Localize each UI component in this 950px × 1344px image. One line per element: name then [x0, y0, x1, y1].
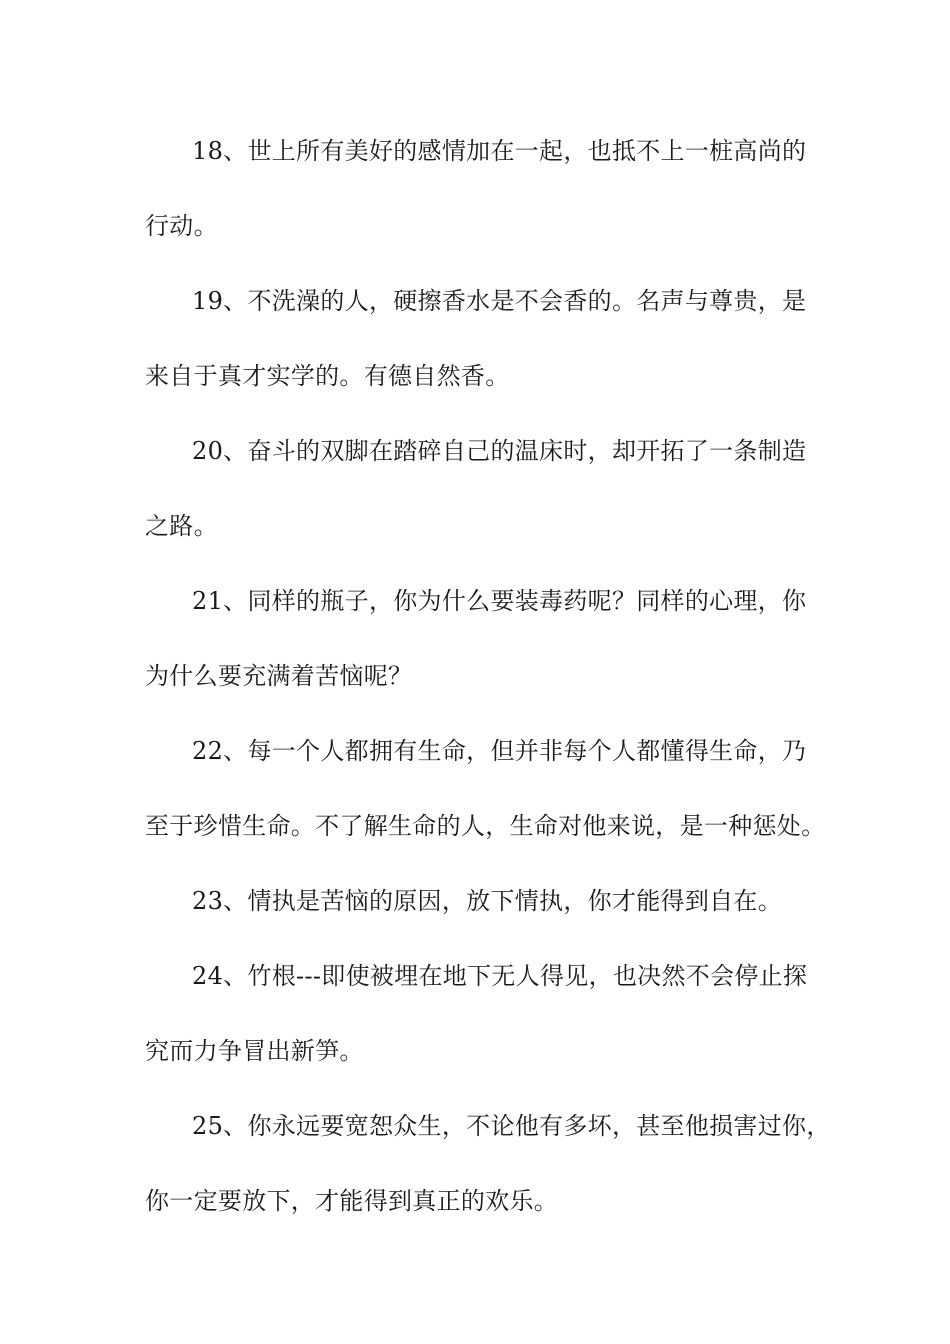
- paragraph-line: 24、竹根---即使被埋在地下无人得见，也决然不会停止探: [192, 962, 808, 990]
- paragraph-line: 20、奋斗的双脚在踏碎自己的温床时，却开拓了一条制造: [192, 437, 807, 465]
- paragraph-line: 来自于真才实学的。有德自然香。: [145, 362, 510, 390]
- paragraph-line: 至于珍惜生命。不了解生命的人，生命对他来说，是一种惩处。: [145, 812, 826, 840]
- paragraph-line: 究而力争冒出新笋。: [145, 1037, 364, 1065]
- paragraph-line: 为什么要充满着苦恼呢？: [145, 662, 413, 690]
- paragraph-line: 之路。: [145, 512, 218, 540]
- paragraph-line: 25、你永远要宽恕众生，不论他有多坏，甚至他损害过你，: [192, 1112, 831, 1140]
- paragraph-line: 行动。: [145, 212, 218, 240]
- paragraph-line: 18、世上所有美好的感情加在一起，也抵不上一桩高尚的: [192, 137, 807, 165]
- paragraph-line: 21、同样的瓶子，你为什么要装毒药呢？同样的心理，你: [192, 587, 807, 615]
- document-body: [145, 126, 831, 1251]
- paragraph-line: 你一定要放下，才能得到真正的欢乐。: [145, 1187, 559, 1215]
- paragraph-line: 23、情执是苦恼的原因，放下情执，你才能得到自在。: [192, 887, 783, 915]
- paragraph-line: 19、不洗澡的人，硬擦香水是不会香的。名声与尊贵，是: [192, 287, 807, 315]
- paragraph-line: 22、每一个人都拥有生命，但并非每个人都懂得生命，乃: [192, 737, 807, 765]
